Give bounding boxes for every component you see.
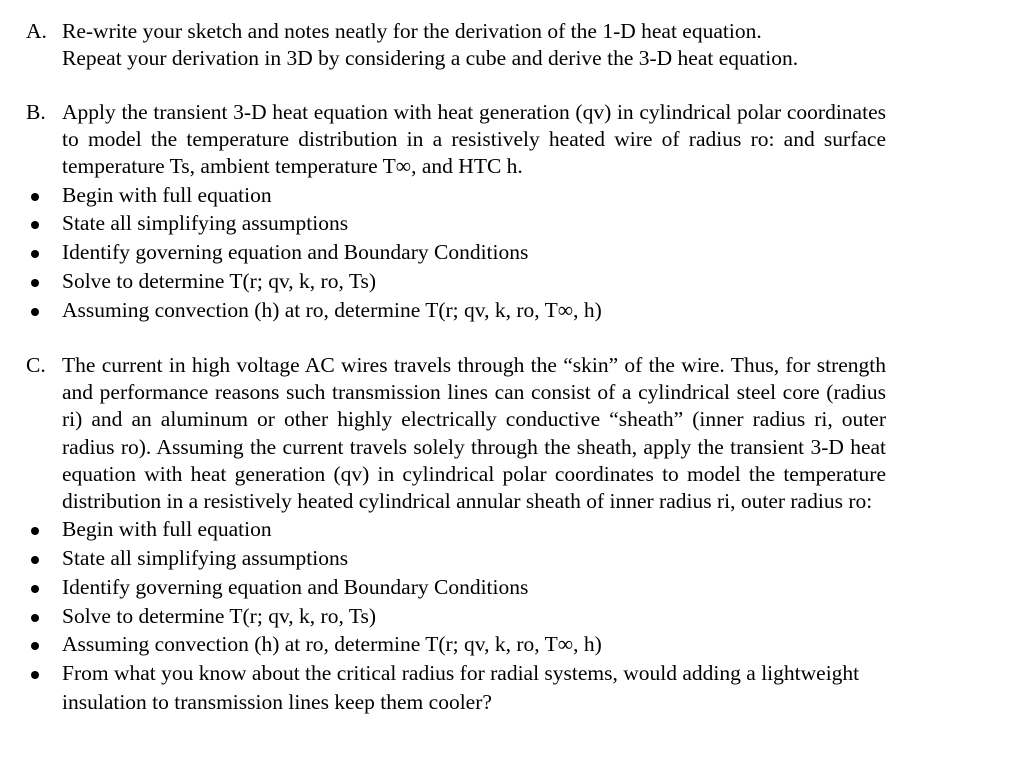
list-item [26,602,886,631]
section-label: A. [26,19,47,43]
list-item [26,630,886,659]
bullet-icon [31,614,39,622]
list-item [26,181,886,210]
bullet-list [26,515,886,717]
list-item [26,296,886,325]
section-c [26,352,886,717]
list-item-text: State all simplifying assumptions [62,211,349,236]
section-text: The current in high voltage AC wires travels through the “skin” of the wire. Thus, for strength and performance reasons such transmission lines can consist of a cylindrical steel core (radius ri) and an aluminum or other highly electrically conductive “sheath” (inner radius ri, outer radius ro). Assuming the current travels solely through the sheath, apply the transient 3-D heat equation with heat generation (qv) in cylindrical polar coordinates to model the temperature distribution in a resistively heated cylindrical annular sheath of inner radius ri, outer radius ro: [62,353,886,514]
list-item-text: Solve to determine T(r; qv, k, ro, Ts) [62,269,376,293]
list-item-text: Begin with full equation [62,517,272,542]
bullet-icon [31,250,39,258]
list-item [26,544,886,573]
bullet-icon [31,308,39,316]
list-item-text: Assuming convection (h) at ro, determine T(r; qv, k, ro, T∞, h) [62,297,602,322]
bullet-icon [31,193,39,201]
section-text: Re-write your sketch and notes neatly for the derivation of the 1-D heat equation. Repeat your derivation in 3D by considering a cube and derive the 3-D heat equation. [62,19,799,71]
list-item-text: Begin with full equation [62,182,272,207]
list-item-text: Assuming convection (h) at ro, determine T(r; qv, k, ro, T∞, h) [62,632,602,657]
bullet-icon [31,642,39,650]
list-item-text: Identify governing equation and Boundary Conditions [62,574,529,599]
section-label: C. [26,353,46,377]
bullet-icon [31,556,39,564]
list-item [26,573,886,602]
bullet-icon [31,671,39,679]
list-item [26,209,886,238]
section-b [26,99,886,325]
bullet-icon [31,279,39,287]
section-text: Apply the transient 3-D heat equation with heat generation (qv) in cylindrical polar coordinates to model the temperature distribution in a resistively heated wire of radius ro: and surface temperature Ts, ambient temperature T∞, and HTC h. [62,100,886,179]
list-item-text: State all simplifying assumptions [62,546,349,571]
list-item [26,659,886,717]
list-item [26,238,886,267]
section-label: B. [26,100,46,124]
bullet-icon [31,585,39,593]
list-item [26,267,886,296]
list-item-text: Identify governing equation and Boundary Conditions [62,240,529,265]
section-a [26,18,886,72]
bullet-icon [31,527,39,535]
list-item-text: Solve to determine T(r; qv, k, ro, Ts) [62,603,376,628]
list-item [26,515,886,544]
bullet-list [26,181,886,325]
bullet-icon [31,221,39,229]
list-item-text: From what you know about the critical radius for radial systems, would adding a lightweight insulation to transmission lines keep them cooler? [62,661,860,714]
